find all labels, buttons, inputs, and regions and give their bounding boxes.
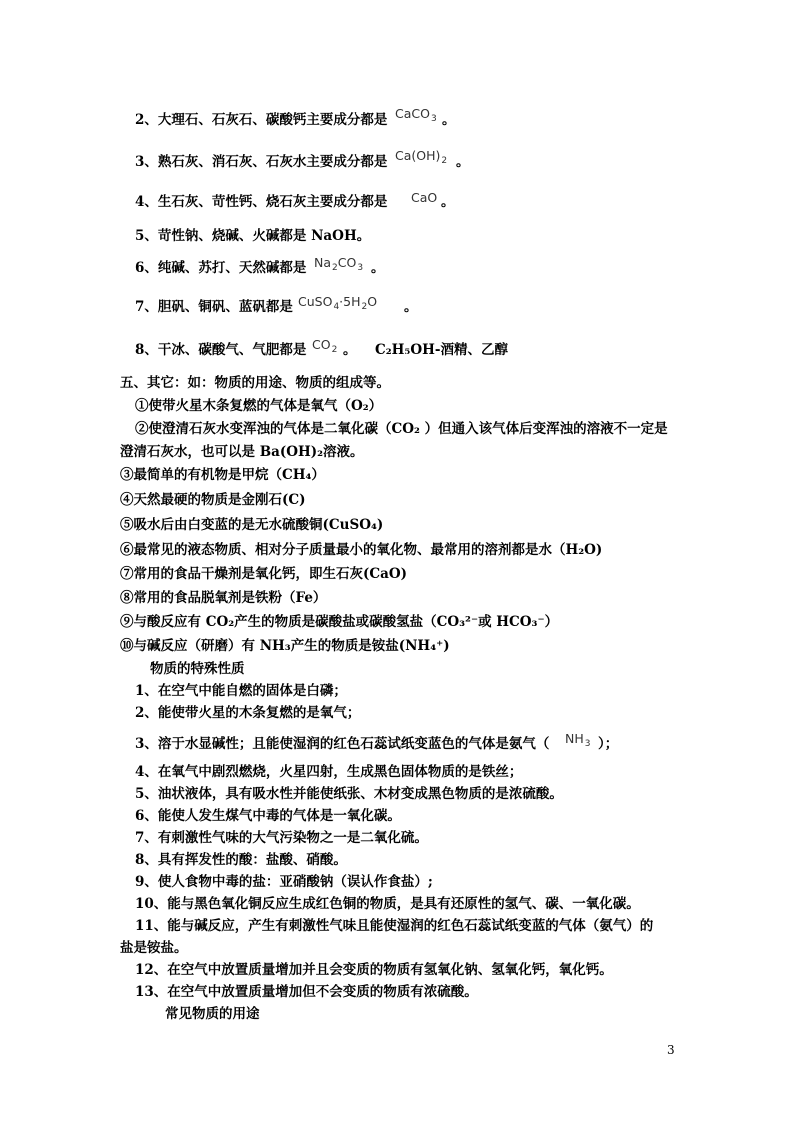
- item-3: 3、熟石灰、消石灰、石灰水主要成分都是: [135, 154, 388, 170]
- formula-na2co3-a: Na: [314, 255, 332, 270]
- section-five-heading: 五、其它：如：物质的用途、物质的组成等。: [120, 375, 390, 391]
- other-6: ⑥最常见的液态物质、相对分子质量最小的氧化物、最常用的溶剂都是水（H₂O): [120, 542, 603, 558]
- item-4: 4、生石灰、苛性钙、烧石灰主要成分都是: [135, 194, 388, 210]
- item-7-period: 。: [404, 299, 418, 315]
- special-properties-heading: 物质的特殊性质: [150, 661, 245, 677]
- other-4: ④天然最硬的物质是金刚石(C): [120, 492, 306, 508]
- other-5: ⑤吸水后由白变蓝的是无水硫酸铜(CuSO₄): [120, 517, 384, 533]
- special-2: 2、能使带火星的木条复燃的是氧气；: [135, 705, 361, 721]
- other-2b: 澄清石灰水，也可以是 Ba(OH)₂溶液。: [120, 444, 364, 460]
- formula-nh3-main: NH: [565, 731, 584, 746]
- formula-cuso4-a: CuSO: [298, 294, 333, 309]
- other-1: ①使带火星木条复燃的气体是氧气（O₂）: [135, 398, 383, 414]
- item-8: 8、干冰、碳酸气、气肥都是: [135, 342, 307, 358]
- item-6-period: 。: [371, 260, 385, 276]
- special-12: 12、在空气中放置质量增加并且会变质的物质有氢氧化钠、氢氧化钙，氧化钙。: [135, 962, 613, 978]
- item-2-text: 2、大理石、石灰石、碳酸钙主要成分都是: [135, 112, 388, 128]
- item-5: 5、苛性钠、烧碱、火碱都是 NaOH。: [135, 228, 371, 244]
- formula-cuso4-s2: 2: [361, 302, 368, 312]
- item-4-period: 。: [441, 194, 455, 210]
- formula-cao: CaO: [411, 190, 438, 205]
- formula-caco3-main: CaCO: [395, 106, 430, 121]
- formula-caoh2: [395, 148, 447, 166]
- special-4: 4、在氧气中剧烈燃烧，火星四射，生成黑色固体物质的是铁丝；: [135, 764, 523, 780]
- other-8: ⑧常用的食品脱氧剂是铁粉（Fe）: [120, 590, 327, 606]
- item-7: 7、胆矾、铜矾、蓝矾都是: [135, 299, 293, 315]
- formula-caoh2-sub: 2: [441, 156, 448, 166]
- item-6: 6、纯碱、苏打、天然碱都是: [135, 260, 307, 276]
- special-13: 13、在空气中放置质量增加但不会变质的物质有浓硫酸。: [135, 984, 478, 1000]
- special-1: 1、在空气中能自燃的固体是白磷；: [135, 683, 347, 699]
- formula-cuso4-b: ·5H: [339, 294, 361, 309]
- other-9: ⑨与酸反应有 CO₂产生的物质是碳酸盐或碳酸氢盐（CO₃²⁻或 HCO₃⁻）: [120, 614, 559, 630]
- item-8-period: 。: [343, 342, 357, 358]
- formula-nh3: [565, 731, 590, 749]
- formula-cuso4-s: 4: [333, 302, 340, 312]
- special-3: 3、溶于水显碱性；且能使湿润的红色石蕊试纸变蓝色的气体是氨气（: [135, 736, 550, 752]
- formula-co2: [312, 337, 337, 355]
- formula-na2co3-b: CO: [337, 255, 357, 270]
- formula-nh3-sub: 3: [584, 739, 591, 749]
- special-9: 9、使人食物中毒的盐：亚硝酸钠（误认作食盐）;: [135, 874, 433, 890]
- formula-na2co3: [314, 255, 363, 273]
- formula-cuso4: [298, 294, 377, 312]
- other-7: ⑦常用的食品干燥剂是氧化钙，即生石灰(CaO): [120, 566, 408, 582]
- formula-co2-sub: 2: [331, 345, 338, 355]
- special-7: 7、有刺激性气味的大气污染物之一是二氧化硫。: [135, 830, 428, 846]
- formula-caco3: [395, 106, 437, 124]
- item-2-period: 。: [442, 112, 456, 128]
- special-6: 6、能使人发生煤气中毒的气体是一氧化碳。: [135, 808, 401, 824]
- other-10: ⑩与碱反应（研磨）有 NH₃产生的物质是铵盐(NH₄⁺): [120, 638, 450, 654]
- special-10: 10、能与黑色氧化铜反应生成红色铜的物质，是具有还原性的氢气、碳、一氧化碳。: [135, 896, 640, 912]
- formula-caco3-sub: 3: [430, 114, 437, 124]
- common-uses-heading: 常见物质的用途: [165, 1006, 260, 1022]
- other-3: ③最简单的有机物是甲烷（CH₄）: [120, 467, 325, 483]
- item-2: [135, 111, 387, 129]
- special-11b: 盐是铵盐。: [120, 940, 188, 956]
- item-8-extra: C₂H₅OH-酒精、乙醇: [375, 342, 508, 358]
- special-11a: 11、能与碱反应，产生有刺激性气味且能使湿润的红色石蕊试纸变蓝的气体（氨气）的: [135, 918, 654, 934]
- formula-caoh2-main: Ca(OH): [395, 148, 441, 163]
- special-3-end: ）；: [598, 736, 619, 752]
- other-2a: ②使澄清石灰水变浑浊的气体是二氧化碳（CO₂ ）但通入该气体后变浑浊的溶液不一定是: [135, 421, 668, 437]
- formula-na2co3-s1: 2: [332, 263, 338, 273]
- formula-cuso4-c: O: [367, 294, 378, 309]
- item-3-period: 。: [456, 154, 470, 170]
- formula-co2-main: CO: [312, 337, 331, 352]
- formula-na2co3-s2: 3: [357, 263, 364, 273]
- page-number: 3: [667, 1043, 675, 1057]
- special-5: 5、油状液体，具有吸水性并能使纸张、木材变成黑色物质的是浓硫酸。: [135, 786, 563, 802]
- special-8: 8、具有挥发性的酸：盐酸、硝酸。: [135, 852, 347, 868]
